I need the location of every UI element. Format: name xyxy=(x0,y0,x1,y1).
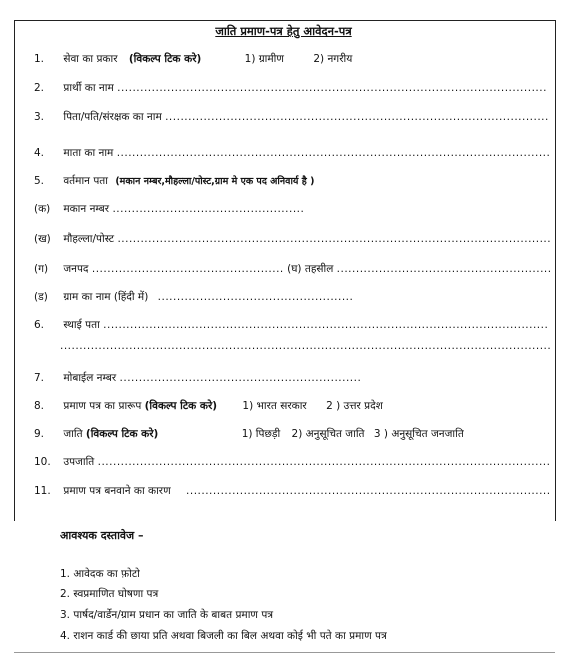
field-reason[interactable]: 11. प्रमाण पत्र बनवाने का कारण ............................................................................................... xyxy=(34,485,551,497)
field-mother-name[interactable]: 4. माता का नाम ................................................................................................................. xyxy=(34,147,551,159)
field-guardian-name[interactable]: 3. पिता/पति/संरक्षक का नाम .................................................................................................... xyxy=(34,111,549,123)
document-item: 1. आवेदक का फ़ोटो xyxy=(60,568,140,580)
field-permanent-address[interactable]: 6. स्थाई पता .................................................................................................................... xyxy=(34,319,549,331)
field-service-type[interactable]: 1. सेवा का प्रकार (विकल्प टिक करे) 1) ग्रामीण 2) नगरीय xyxy=(34,53,353,65)
option-backward[interactable]: 1) पिछड़ी xyxy=(241,428,281,440)
option-urban[interactable]: 2) नगरीय xyxy=(313,53,353,65)
document-item: 3. पार्षद/वार्डेन/ग्राम प्रधान का जाति के बाबत प्रमाण पत्र xyxy=(60,609,274,621)
field-applicant-name[interactable]: 2. प्रार्थी का नाम ................................................................................................................ xyxy=(34,82,547,94)
tehsil-label: (घ) तहसील xyxy=(287,263,334,275)
form-title: जाति प्रमाण-पत्र हेतु आवेदन-पत्र xyxy=(215,24,352,38)
document-item: 2. स्वप्रमाणित घोषणा पत्र xyxy=(60,588,159,600)
field-current-address: 5. वर्तमान पता (मकान नम्बर,मौहल्ला/पोस्ट,ग्राम मे एक पद अनिवार्य है ) xyxy=(34,175,315,187)
page-bottom-rule xyxy=(14,652,555,653)
field-house-number[interactable]: (क) मकान नम्बर .................................................. xyxy=(34,203,305,215)
document-item: 4. राशन कार्ड की छाया प्रति अथवा बिजली का बिल अथवा कोई भी पते का प्रमाण पत्र xyxy=(60,630,387,642)
option-uttar-pradesh[interactable]: 2 ) उत्तर प्रदेश xyxy=(326,400,383,412)
field-village-name[interactable]: (ड) ग्राम का नाम (हिंदी में) ................................................... xyxy=(34,291,354,303)
field-permanent-address-line2[interactable]: ................................................................................................................................ xyxy=(60,340,552,352)
option-rural[interactable]: 1) ग्रामीण xyxy=(244,53,284,65)
field-district-tehsil[interactable]: (ग) जनपद .................................................. (घ) तहसील ........................................................ xyxy=(34,263,552,275)
documents-heading: आवश्यक दस्तावेज – xyxy=(60,529,144,542)
field-certificate-format[interactable]: 8. प्रमाण पत्र का प्रारूप (विकल्प टिक करे) 1) भारत सरकार 2 ) उत्तर प्रदेश xyxy=(34,400,383,412)
field-caste[interactable]: 9. जाति (विकल्प टिक करे) 1) पिछड़ी 2) अनुसूचित जाति 3 ) अनुसूचित जनजाति xyxy=(34,428,464,440)
field-mobile-number[interactable]: 7. मोबाईल नम्बर ............................................................... xyxy=(34,372,362,384)
field-mohalla-post[interactable]: (ख) मौहल्ला/पोस्ट ................................................................................................................. xyxy=(34,233,552,245)
option-scheduled-caste[interactable]: 2) अनुसूचित जाति xyxy=(291,428,365,440)
option-govt-india[interactable]: 1) भारत सरकार xyxy=(242,400,307,412)
option-scheduled-tribe[interactable]: 3 ) अनुसूचित जनजाति xyxy=(373,428,464,440)
field-subcaste[interactable]: 10. उपजाति ...................................................................................................................... xyxy=(34,456,551,468)
